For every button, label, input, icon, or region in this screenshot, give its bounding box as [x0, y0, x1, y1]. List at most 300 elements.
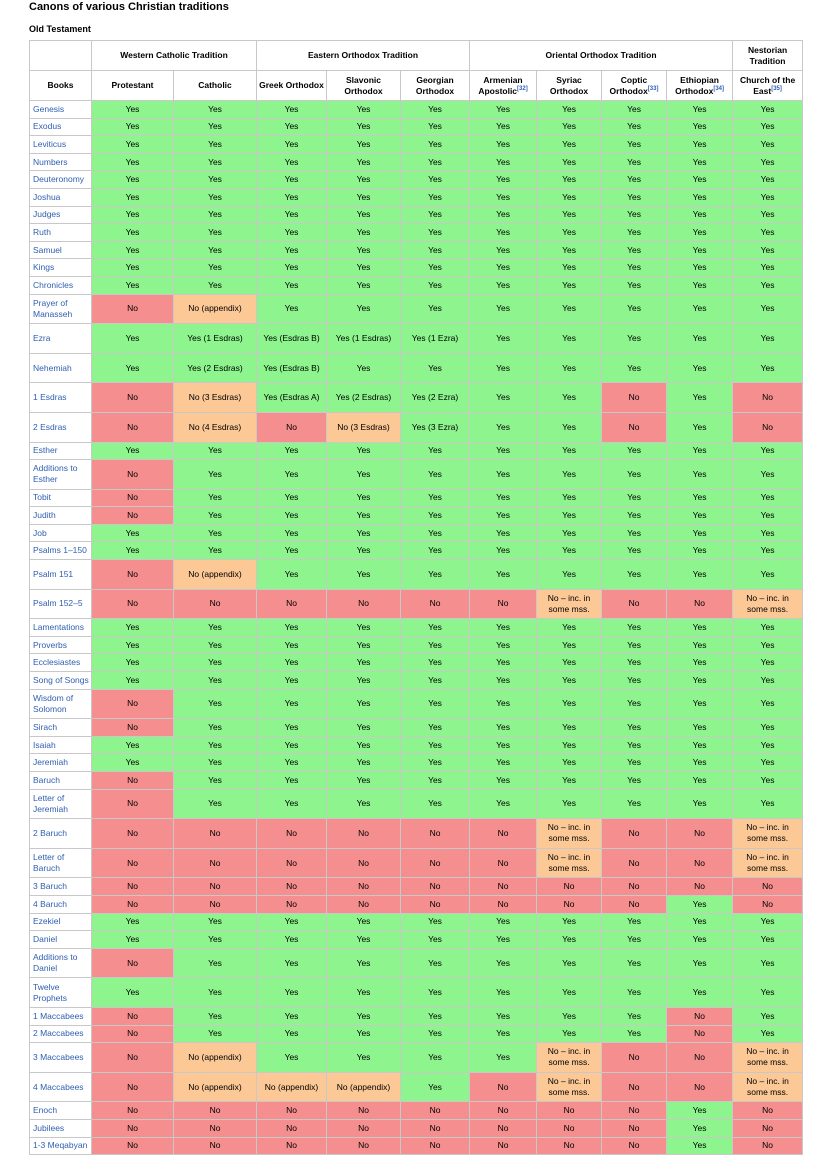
status-cell: Yes — [327, 772, 401, 790]
status-cell: Yes — [602, 171, 667, 189]
book-cell — [30, 460, 92, 490]
book-cell — [30, 1043, 92, 1073]
status-cell: No — [733, 1102, 803, 1120]
status-cell: Yes — [174, 913, 257, 931]
table-row — [30, 412, 803, 442]
book-link[interactable]: Judges — [33, 209, 61, 220]
status-cell: Yes — [667, 171, 733, 189]
status-cell: Yes — [733, 224, 803, 242]
status-cell: No — [327, 589, 401, 619]
book-link[interactable]: 1 Esdras — [33, 392, 67, 403]
status-cell: No — [602, 1102, 667, 1120]
status-cell: Yes — [257, 136, 327, 154]
book-link[interactable]: Lamentations — [33, 622, 85, 633]
status-cell: Yes — [602, 241, 667, 259]
status-cell: Yes — [733, 460, 803, 490]
book-cell — [30, 589, 92, 619]
book-link[interactable]: Genesis — [33, 103, 65, 114]
book-link[interactable]: Ruth — [33, 226, 51, 237]
book-link[interactable]: Twelve Prophets — [33, 981, 68, 1003]
status-cell: Yes — [470, 276, 537, 294]
book-link[interactable]: Proverbs — [33, 639, 68, 650]
status-cell: Yes — [174, 689, 257, 719]
status-cell: Yes — [327, 1025, 401, 1043]
status-cell: Yes — [537, 101, 602, 119]
book-cell — [30, 542, 92, 560]
status-cell: No — [257, 819, 327, 849]
book-link[interactable]: Psalm 152–5 — [33, 598, 83, 609]
status-cell: No — [92, 589, 174, 619]
status-cell: No — [667, 878, 733, 896]
status-cell: Yes — [401, 672, 470, 690]
status-cell: Yes — [537, 383, 602, 413]
status-cell: Yes — [602, 524, 667, 542]
status-cell: Yes — [92, 524, 174, 542]
status-cell: Yes — [327, 560, 401, 590]
book-link[interactable]: Letter of Baruch — [33, 852, 65, 874]
status-cell: Yes — [92, 224, 174, 242]
status-cell: No – inc. in some mss. — [733, 819, 803, 849]
status-cell: Yes — [174, 206, 257, 224]
book-link[interactable]: 2 Maccabees — [33, 1028, 84, 1039]
status-cell: Yes — [667, 1119, 733, 1137]
status-cell: Yes — [470, 442, 537, 460]
status-cell: No — [174, 1137, 257, 1155]
status-cell: No — [401, 848, 470, 878]
status-cell: No — [537, 1119, 602, 1137]
status-cell: Yes — [257, 948, 327, 978]
status-cell: No — [733, 895, 803, 913]
status-cell: Yes — [667, 206, 733, 224]
status-cell: Yes — [470, 353, 537, 383]
book-link[interactable]: Tobit — [33, 492, 51, 503]
status-cell: Yes — [667, 188, 733, 206]
status-cell: Yes — [257, 276, 327, 294]
status-cell: Yes — [667, 636, 733, 654]
status-cell: Yes — [537, 542, 602, 560]
status-cell: No — [667, 1072, 733, 1102]
status-cell: No — [733, 383, 803, 413]
status-cell: No — [92, 1043, 174, 1073]
book-link[interactable]: Judith — [33, 510, 56, 521]
status-cell: Yes — [327, 948, 401, 978]
status-cell: Yes — [401, 524, 470, 542]
status-cell: Yes — [470, 913, 537, 931]
status-cell: Yes — [537, 460, 602, 490]
status-cell: Yes — [257, 789, 327, 819]
status-cell: Yes — [537, 654, 602, 672]
status-cell: No — [667, 1025, 733, 1043]
status-cell: Yes — [174, 772, 257, 790]
status-cell: No – inc. in some mss. — [537, 1072, 602, 1102]
status-cell: Yes — [733, 719, 803, 737]
table-row — [30, 118, 803, 136]
book-cell — [30, 736, 92, 754]
status-cell: Yes — [327, 789, 401, 819]
status-cell: Yes — [327, 736, 401, 754]
status-cell: Yes — [733, 241, 803, 259]
book-link[interactable]: Kings — [33, 262, 55, 273]
status-cell: Yes — [537, 689, 602, 719]
status-cell: Yes — [174, 542, 257, 560]
status-cell: Yes — [470, 507, 537, 525]
book-cell — [30, 241, 92, 259]
status-cell: Yes — [92, 542, 174, 560]
status-cell: Yes — [602, 224, 667, 242]
status-cell: Yes — [401, 931, 470, 949]
book-link[interactable]: Leviticus — [33, 138, 67, 149]
table-row — [30, 636, 803, 654]
table-row — [30, 276, 803, 294]
book-link[interactable]: 1-3 Meqabyan — [33, 1140, 88, 1151]
status-cell: Yes — [470, 772, 537, 790]
status-cell: No — [537, 1102, 602, 1120]
book-cell — [30, 654, 92, 672]
status-cell: Yes — [327, 507, 401, 525]
status-cell: Yes — [602, 736, 667, 754]
status-cell: Yes — [470, 101, 537, 119]
status-cell: Yes — [174, 719, 257, 737]
book-link[interactable]: Psalm 151 — [33, 568, 74, 579]
status-cell: Yes — [401, 224, 470, 242]
status-cell: No — [92, 489, 174, 507]
status-cell: No (appendix) — [174, 294, 257, 324]
table-row — [30, 153, 803, 171]
status-cell: Yes — [92, 206, 174, 224]
table-row — [30, 524, 803, 542]
status-cell: Yes — [537, 442, 602, 460]
book-cell — [30, 412, 92, 442]
book-link[interactable]: Psalms 1–150 — [33, 545, 87, 556]
status-cell: Yes — [92, 672, 174, 690]
book-link[interactable]: Baruch — [33, 774, 60, 785]
book-cell — [30, 101, 92, 119]
status-cell: No — [92, 1007, 174, 1025]
status-cell: Yes — [470, 672, 537, 690]
column-header-label: Church of the East — [739, 74, 796, 96]
status-cell: Yes — [602, 689, 667, 719]
book-cell — [30, 1007, 92, 1025]
status-cell: Yes — [257, 171, 327, 189]
status-cell: No — [92, 819, 174, 849]
status-cell: Yes — [667, 153, 733, 171]
status-cell: Yes — [667, 754, 733, 772]
status-cell: Yes — [667, 931, 733, 949]
status-cell: Yes — [327, 224, 401, 242]
table-row — [30, 689, 803, 719]
status-cell: Yes — [174, 276, 257, 294]
status-cell: Yes — [602, 772, 667, 790]
status-cell: No — [733, 1137, 803, 1155]
status-cell: No — [537, 1137, 602, 1155]
status-cell: Yes — [257, 241, 327, 259]
book-cell — [30, 719, 92, 737]
status-cell: Yes — [733, 1025, 803, 1043]
status-cell: No — [470, 1137, 537, 1155]
status-cell: Yes — [401, 754, 470, 772]
book-link[interactable]: Sirach — [33, 722, 58, 733]
table-row — [30, 171, 803, 189]
book-link[interactable]: 4 Maccabees — [33, 1081, 84, 1092]
status-cell: Yes — [92, 101, 174, 119]
status-cell: Yes — [401, 689, 470, 719]
status-cell: No — [92, 848, 174, 878]
status-cell: Yes — [327, 353, 401, 383]
book-link[interactable]: Deuteronomy — [33, 174, 85, 185]
status-cell: Yes (1 Esdras) — [327, 324, 401, 354]
table-row — [30, 1007, 803, 1025]
status-cell: Yes — [327, 136, 401, 154]
table-row — [30, 719, 803, 737]
status-cell: Yes — [401, 460, 470, 490]
status-cell: Yes — [92, 654, 174, 672]
status-cell: No — [470, 1072, 537, 1102]
status-cell: Yes — [257, 524, 327, 542]
column-header-coptic-orthodox — [602, 71, 667, 101]
status-cell: Yes — [667, 507, 733, 525]
status-cell: Yes — [602, 931, 667, 949]
status-cell: No — [327, 878, 401, 896]
book-link[interactable]: Prayer of Manasseh — [33, 297, 73, 319]
book-cell — [30, 1072, 92, 1102]
table-row — [30, 353, 803, 383]
book-link[interactable]: Nehemiah — [33, 362, 72, 373]
status-cell: No — [602, 412, 667, 442]
status-cell: Yes — [257, 560, 327, 590]
status-cell: Yes — [257, 636, 327, 654]
book-cell — [30, 224, 92, 242]
status-cell: Yes — [327, 442, 401, 460]
book-link[interactable]: Wisdom of Solomon — [33, 692, 74, 714]
book-link[interactable]: Daniel — [33, 933, 58, 944]
status-cell: Yes — [327, 719, 401, 737]
status-cell: No — [92, 1119, 174, 1137]
book-link[interactable]: Samuel — [33, 244, 62, 255]
book-link[interactable]: Esther — [33, 445, 58, 456]
reference-link[interactable]: [32] — [517, 85, 528, 92]
status-cell: Yes — [667, 672, 733, 690]
status-cell: Yes — [667, 442, 733, 460]
table-row — [30, 1043, 803, 1073]
book-cell — [30, 878, 92, 896]
status-cell: Yes — [470, 619, 537, 637]
status-cell: Yes — [327, 118, 401, 136]
status-cell: No — [327, 895, 401, 913]
status-cell: Yes — [602, 978, 667, 1008]
status-cell: Yes — [667, 294, 733, 324]
status-cell: Yes — [401, 560, 470, 590]
status-cell: Yes (Esdras B) — [257, 324, 327, 354]
book-cell — [30, 931, 92, 949]
status-cell: Yes — [401, 136, 470, 154]
status-cell: Yes — [174, 171, 257, 189]
reference-link[interactable]: [35] — [771, 85, 782, 92]
status-cell: Yes — [537, 294, 602, 324]
status-cell: No — [401, 878, 470, 896]
status-cell: Yes — [733, 101, 803, 119]
status-cell: Yes — [401, 1072, 470, 1102]
status-cell: Yes — [602, 754, 667, 772]
book-link[interactable]: Additions to Esther — [33, 463, 78, 485]
status-cell: Yes — [667, 412, 733, 442]
book-cell — [30, 206, 92, 224]
status-cell: Yes — [92, 276, 174, 294]
book-link[interactable]: Song of Songs — [33, 674, 89, 685]
status-cell: Yes — [602, 324, 667, 354]
status-cell: Yes — [327, 978, 401, 1008]
status-cell: Yes — [733, 259, 803, 277]
status-cell: Yes — [401, 101, 470, 119]
canon-table — [29, 40, 803, 1155]
status-cell: No – inc. in some mss. — [537, 589, 602, 619]
corner-cell — [30, 41, 92, 71]
status-cell: No — [92, 772, 174, 790]
column-header-ethiopian-orthodox — [667, 71, 733, 101]
status-cell: Yes — [537, 353, 602, 383]
status-cell: No — [537, 895, 602, 913]
book-link[interactable]: 3 Maccabees — [33, 1051, 84, 1062]
book-link[interactable]: Ecclesiastes — [33, 657, 81, 668]
status-cell: No — [470, 895, 537, 913]
status-cell: Yes — [92, 636, 174, 654]
status-cell: No — [401, 819, 470, 849]
book-link[interactable]: 2 Esdras — [33, 421, 67, 432]
status-cell: No — [602, 1072, 667, 1102]
status-cell: Yes — [401, 489, 470, 507]
status-cell: No — [257, 1137, 327, 1155]
status-cell: No — [537, 878, 602, 896]
status-cell: Yes — [602, 188, 667, 206]
status-cell: Yes — [537, 276, 602, 294]
status-cell: Yes — [667, 689, 733, 719]
book-link[interactable]: Joshua — [33, 191, 61, 202]
book-link[interactable]: 4 Baruch — [33, 898, 68, 909]
status-cell: No (appendix) — [257, 1072, 327, 1102]
status-cell: Yes — [174, 524, 257, 542]
status-cell: No — [92, 560, 174, 590]
status-cell: Yes — [470, 224, 537, 242]
status-cell: Yes — [401, 241, 470, 259]
group-header-eastern-orthodox-tradition: Eastern Orthodox Tradition — [257, 41, 470, 71]
reference-link[interactable]: [33] — [647, 85, 659, 92]
book-link[interactable]: 3 Baruch — [33, 881, 68, 892]
book-link[interactable]: Exodus — [33, 121, 62, 132]
book-link[interactable]: Ezekiel — [33, 916, 61, 927]
book-link[interactable]: Numbers — [33, 156, 68, 167]
book-cell — [30, 324, 92, 354]
status-cell: Yes — [174, 118, 257, 136]
table-row — [30, 294, 803, 324]
status-cell: Yes — [602, 948, 667, 978]
book-link[interactable]: 2 Baruch — [33, 827, 68, 838]
status-cell: Yes — [733, 948, 803, 978]
status-cell: Yes — [470, 1007, 537, 1025]
status-cell: Yes — [257, 931, 327, 949]
status-cell: Yes — [602, 136, 667, 154]
status-cell: No — [602, 819, 667, 849]
book-cell — [30, 524, 92, 542]
status-cell: Yes — [470, 324, 537, 354]
book-cell — [30, 689, 92, 719]
status-cell: Yes — [92, 353, 174, 383]
book-link[interactable]: Letter of Jeremiah — [33, 792, 68, 814]
status-cell: Yes — [174, 948, 257, 978]
status-cell: Yes — [470, 206, 537, 224]
status-cell: Yes — [602, 294, 667, 324]
book-link[interactable]: Job — [33, 527, 47, 538]
table-row — [30, 931, 803, 949]
book-link[interactable]: 1 Maccabees — [33, 1010, 84, 1021]
status-cell: Yes — [257, 619, 327, 637]
status-cell: Yes — [602, 913, 667, 931]
status-cell: Yes — [667, 241, 733, 259]
status-cell: Yes — [174, 224, 257, 242]
status-cell: No – inc. in some mss. — [537, 848, 602, 878]
status-cell: No (3 Esdras) — [174, 383, 257, 413]
status-cell: Yes — [733, 654, 803, 672]
status-cell: Yes — [667, 1137, 733, 1155]
book-cell — [30, 1102, 92, 1120]
status-cell: Yes — [667, 136, 733, 154]
status-cell: Yes — [733, 754, 803, 772]
book-link[interactable]: Additions to Daniel — [33, 952, 78, 974]
status-cell: Yes — [470, 948, 537, 978]
table-header — [30, 41, 803, 101]
status-cell: Yes — [401, 1025, 470, 1043]
status-cell: Yes — [174, 654, 257, 672]
book-link[interactable]: Jeremiah — [33, 757, 68, 768]
status-cell: No — [92, 1025, 174, 1043]
status-cell: Yes — [327, 460, 401, 490]
book-link[interactable]: Jubilees — [33, 1122, 65, 1133]
status-cell: Yes — [327, 913, 401, 931]
status-cell: No (4 Esdras) — [174, 412, 257, 442]
book-link[interactable]: Chronicles — [33, 279, 74, 290]
book-cell — [30, 294, 92, 324]
status-cell: Yes — [667, 719, 733, 737]
status-cell: Yes — [602, 507, 667, 525]
status-cell: No — [174, 819, 257, 849]
status-cell: No — [174, 589, 257, 619]
book-link[interactable]: Enoch — [33, 1105, 58, 1116]
status-cell: Yes — [327, 188, 401, 206]
status-cell: No — [92, 719, 174, 737]
status-cell: Yes — [174, 489, 257, 507]
status-cell: Yes — [537, 412, 602, 442]
status-cell: Yes — [174, 241, 257, 259]
book-link[interactable]: Ezra — [33, 332, 51, 343]
book-cell — [30, 153, 92, 171]
status-cell: Yes — [327, 636, 401, 654]
table-row — [30, 619, 803, 637]
status-cell: No — [257, 1119, 327, 1137]
status-cell: Yes — [174, 754, 257, 772]
status-cell: Yes — [470, 153, 537, 171]
status-cell: Yes — [401, 1043, 470, 1073]
book-link[interactable]: Isaiah — [33, 739, 56, 750]
table-body — [30, 101, 803, 1155]
status-cell: No — [92, 948, 174, 978]
reference-link[interactable]: [34] — [713, 85, 724, 92]
status-cell: Yes — [733, 136, 803, 154]
status-cell: No — [92, 1102, 174, 1120]
status-cell: Yes — [537, 672, 602, 690]
status-cell: Yes — [92, 259, 174, 277]
status-cell: No — [327, 1137, 401, 1155]
status-cell: Yes (2 Esdras) — [174, 353, 257, 383]
status-cell: No — [327, 1102, 401, 1120]
column-header-label: Slavonic Orthodox — [344, 74, 383, 96]
